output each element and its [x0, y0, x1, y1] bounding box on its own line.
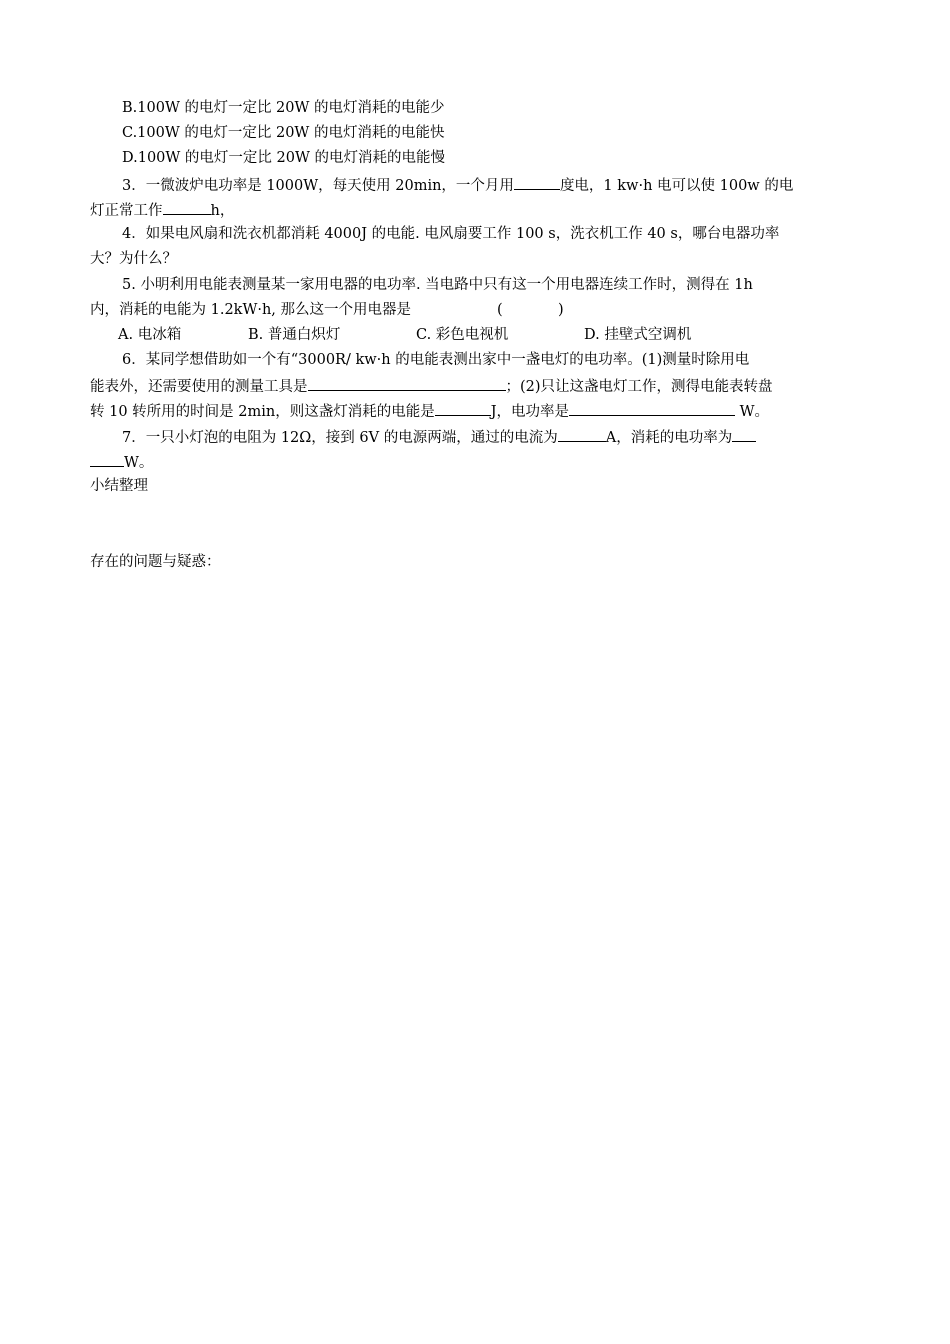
question-6-text-5: W。 — [735, 404, 770, 420]
option-d: D. 挂壁式空调机 — [584, 327, 692, 343]
option-c-line: C.100W 的电灯一定比 20W 的电灯消耗的电能快 — [122, 125, 445, 141]
question-3-text-1: 3．一微波炉电功率是 1000W，每天使用 20min，一个月用 — [122, 178, 514, 194]
questions-heading: 存在的问题与疑惑： — [90, 554, 221, 570]
question-4-line-1: 4．如果电风扇和洗衣机都消耗 4000J 的电能. 电风扇要工作 100 s，洗衣机工作 40 s，哪台电器功率 — [122, 226, 780, 242]
answer-blank[interactable] — [435, 398, 491, 416]
question-6-line-3 — [90, 398, 769, 425]
option-b: B. 普通白炽灯 — [248, 327, 341, 343]
question-3-line-2 — [90, 197, 234, 224]
question-5-line-2 — [90, 298, 564, 323]
question-7-line-1 — [122, 424, 756, 451]
option-b-line: B.100W 的电灯一定比 20W 的电灯消耗的电能少 — [122, 100, 445, 116]
question-4-line-2: 大？为什么？ — [90, 251, 177, 267]
answer-blank[interactable] — [569, 398, 735, 416]
answer-parentheses[interactable]: ( ) — [497, 302, 564, 318]
answer-blank[interactable] — [732, 424, 756, 442]
question-3-line-1 — [122, 172, 793, 199]
question-3-text-2: 度电，1 kw·h 电可以使 100w 的电 — [559, 178, 794, 194]
question-7-line-2 — [90, 449, 153, 476]
question-7-text-1: 7．一只小灯泡的电阻为 12Ω，接到 6V 的电源两端，通过的电流为 — [122, 430, 558, 446]
question-6-line-1: 6．某同学想借助如一个有“3000R/ kw·h 的电能表测出家中一盏电灯的电功率。(1)测量时除用电 — [122, 352, 750, 368]
question-5-text: 内，消耗的电能为 1.2kW·h, 那么这一个用电器是 — [90, 302, 412, 318]
question-6-text-1: 能表外，还需要使用的测量工具是 — [90, 379, 308, 395]
question-6-text-3: 转 10 转所用的时间是 2min，则这盏灯消耗的电能是 — [90, 404, 435, 420]
option-d-line: D.100W 的电灯一定比 20W 的电灯消耗的电能慢 — [122, 150, 445, 166]
answer-blank[interactable] — [514, 172, 560, 190]
question-5-options — [118, 323, 691, 348]
question-7-text-3: W。 — [124, 455, 154, 471]
question-3-text-3: 灯正常工作 — [90, 203, 163, 219]
answer-blank[interactable] — [558, 424, 606, 442]
question-3-text-4: h， — [210, 203, 235, 219]
option-c: C. 彩色电视机 — [416, 327, 509, 343]
answer-blank[interactable] — [90, 449, 124, 467]
question-6-text-4: J，电功率是 — [490, 404, 570, 420]
question-6-text-2: ；(2)只让这盏电灯工作，测得电能表转盘 — [505, 379, 773, 395]
question-6-line-2 — [90, 373, 773, 400]
answer-blank[interactable] — [308, 373, 506, 391]
question-5-line-1: 5. 小明利用电能表测量某一家用电器的电功率. 当电路中只有这一个用电器连续工作时，测得在 1h — [122, 277, 753, 293]
option-a: A. 电冰箱 — [118, 327, 182, 343]
answer-blank[interactable] — [163, 197, 211, 215]
summary-heading: 小结整理 — [90, 478, 148, 494]
question-7-text-2: A，消耗的电功率为 — [605, 430, 733, 446]
